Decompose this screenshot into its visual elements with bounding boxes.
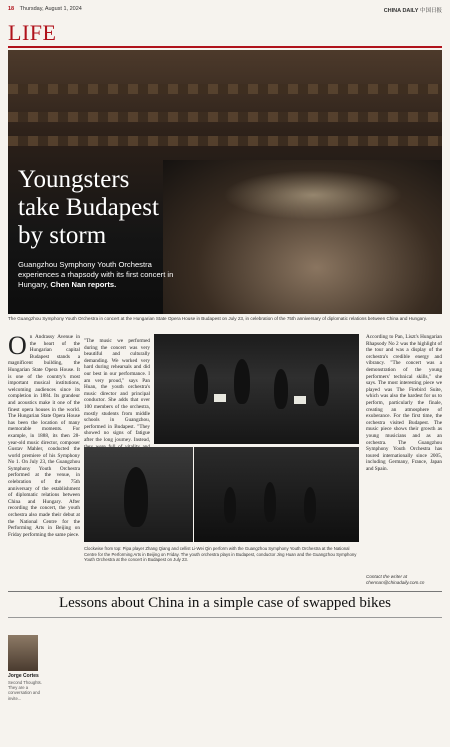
- hero-photo: [8, 50, 442, 314]
- author-name: Jorge Cortes: [8, 673, 39, 679]
- section-title: LIFE: [8, 20, 57, 45]
- page-header: [8, 6, 442, 18]
- performer: [274, 369, 288, 409]
- header-left: [8, 6, 82, 12]
- photo-caption: Clockwise from top: Pipa player Zhang Qiang and cellist Li-Wei Qin perform with the Guangzhou Symphony Youth Orchestra at the National Centre for the Performing Arts in Beijing on Friday. The youth orchestra plays in Budapest, conductor Jing Huan and the Guangzhou Symphony Youth Orchestra at the concert in Budapest on July 23.: [84, 546, 357, 563]
- divider: [8, 617, 442, 618]
- performer: [224, 487, 236, 523]
- performer: [124, 467, 148, 527]
- writer-contact: [366, 574, 442, 586]
- music-stand: [294, 396, 306, 404]
- header-right: [384, 6, 442, 14]
- balcony-tier: [8, 84, 442, 94]
- brand-name: CHINA DAILY: [383, 8, 419, 14]
- music-stand: [214, 394, 226, 402]
- performer: [234, 359, 250, 404]
- author-avatar: [8, 635, 38, 671]
- drop-cap: O: [8, 331, 27, 360]
- author-meta: Second Thoughts. They are a conversation and invite...: [8, 680, 42, 701]
- second-headline: Lessons about China in a simple case of swapped bikes: [58, 595, 391, 611]
- article-column-2: [84, 338, 150, 443]
- orchestra-photo: [154, 334, 359, 444]
- page-date: Thursday, August 1, 2024: [19, 6, 82, 12]
- hero-title-line: by storm: [18, 222, 107, 249]
- hero-subtitle: [18, 260, 193, 290]
- balcony-tier: [8, 112, 442, 122]
- article-column-1: [8, 331, 80, 584]
- section-rule: [8, 46, 442, 48]
- hero-title-line: Youngsters: [18, 166, 130, 193]
- balcony-tier: [8, 136, 442, 146]
- hero-title: [18, 166, 159, 250]
- contact-label: Contact the writer at: [366, 574, 408, 579]
- contact-email: chennan@chinadaily.com.cn: [366, 580, 425, 585]
- column-text: According to Pan, Liszt's Hungarian Rhapsody No 2 was the highlight of the tour and was a display of the orchestra's credible energy and vibrancy. "The concert was a demonstration of the young performers' technical skills," she says. The most interesting piece we played was The Firebird Suite, which was also the hardest for us to perform, particularly the finale, creating an atmosphere of exuberance. For the first time, the orchestra visited Budapest. The music piece shows their growth as young musicians and as an orchestra. The Guangzhou Symphony Youth Orchestra has toured internationally since 2005, including Germany, France, Japan and Spain.: [366, 334, 442, 472]
- concert-photo: [194, 447, 359, 542]
- performer: [264, 482, 276, 522]
- hero-byline: Chen Nan reports.: [50, 280, 117, 289]
- hero-subtitle-text: Guangzhou Symphony Youth Orchestra experiences a rhapsody with its first concert in Hungary,: [18, 260, 174, 289]
- divider: [8, 591, 442, 592]
- pipa-player-photo: [84, 447, 193, 542]
- brand-chinese: 中国日报: [419, 8, 442, 14]
- performer: [194, 364, 208, 404]
- stage-light: [223, 170, 403, 220]
- hero-title-line: take Budapest: [18, 194, 159, 221]
- column-text: n Andrassy Avenue in the heart of the Hungarian capital Budapest stands a magnificent building, the Hungarian State Opera House. It is one of the country's most important musical institutions, welcoming audiences since its completion in 1884. Its grandeur and acoustics make it one of the finest opera houses in the world. The Hungarian State Opera House has been the location of many memorable moments. For example, in 1888, its then 28-year-old music director, composer Gustav Mahler, conducted the world premiere of his Symphony No 1. On July 23, the Guangzhou Symphony Youth Orchestra performed at the venue, in celebration of the 75th anniversary of the establishment of diplomatic relations between China and Hungary. After recording the concert, the youth orchestra also made their debut at the National Centre for the Performing Arts in Beijing on Friday performing the same piece.: [8, 334, 80, 538]
- column-text: "The music we performed during the concert was very beautiful and culturally demanding. We worked very hard during rehearsals and did our best in our performance. I am very proud," says Pan Huan, the youth orchestra's music director and principal conductor. She adds that over 100 members of the orchestra, mostly students from middle schools in Guangzhou, performed in Budapest. "They showed no signs of fatigue after the long journey. Instead,: [84, 338, 150, 443]
- page-number: 18: [8, 6, 15, 12]
- performer: [304, 487, 316, 523]
- hero-caption: The Guangzhou Symphony Youth Orchestra in concert at the Hungarian State Opera House in Budapest on July 23, in celebration of the 75th anniversary of diplomatic relations between China and Hungary.: [8, 316, 427, 321]
- article-column-6: [366, 334, 442, 570]
- performer: [314, 364, 329, 406]
